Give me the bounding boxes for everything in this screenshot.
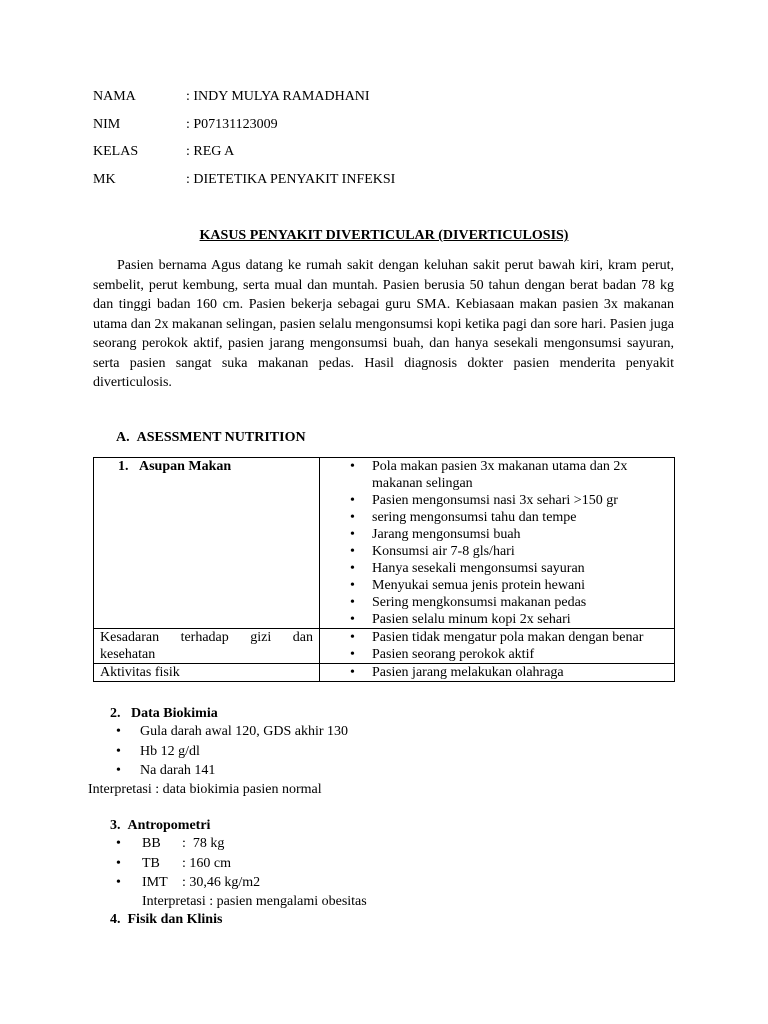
list-item: • Pasien jarang melakukan olahraga (326, 664, 668, 681)
table-row-items (320, 664, 675, 682)
bullet-icon: • (116, 836, 121, 851)
list-item: • Hanya sesekali mengonsumsi sayuran (326, 560, 668, 577)
bullet-icon: • (116, 724, 121, 739)
bullet-list (326, 664, 668, 681)
list-item: • sering mengonsumsi tahu dan tempe (326, 509, 668, 526)
list-item: • Pola makan pasien 3x makanan utama dan 2x makanan selingan (326, 458, 668, 492)
bullet-list (326, 629, 668, 663)
list-item: • Pasien seorang perokok aktif (326, 646, 668, 663)
table-row-items (320, 458, 675, 629)
table-row (94, 629, 675, 664)
identity-value: : DIETETIKA PENYAKIT INFEKSI (186, 172, 396, 187)
table-row (94, 458, 675, 629)
table-row-label (94, 458, 320, 629)
identity-label: NAMA (93, 89, 136, 104)
identity-label: KELAS (93, 144, 139, 159)
case-paragraph: Pasien bernama Agus datang ke rumah sakit dengan keluhan sakit perut bawah kiri, kram perut, sembelit, perut kembung, serta mual dan muntah. Pasien berusia 50 tahun dengan berat badan 78 kg dan tinggi badan 160 cm. Pasien bekerja sebagai guru SMA. Kebiasaan makan pasien 3x makanan utama dan 2x makanan selingan, pasien selalu mengonsumsi kopi ketika pagi dan sore hari. Pasien juga seorang perokok aktif, pasien jarang mengonsumsi buah, dan hanya sesekali mengonsumsi sayuran, serta pasien sangat suka makanan pedas. Hasil diagnosis dokter pasien menderita penyakit diverticulosis. (93, 258, 674, 390)
identity-value: : REG A (186, 144, 235, 159)
row-label-text: 1. Asupan Makan (118, 459, 232, 474)
identity-value: : P07131123009 (186, 117, 278, 132)
list-item: • Sering mengkonsumsi makanan pedas (326, 594, 668, 611)
table-row-items (320, 629, 675, 664)
list-item: • Pasien tidak mengatur pola makan dengan benar (326, 629, 668, 646)
list-item: • Menyukai semua jenis protein hewani (326, 577, 668, 594)
bullet-icon: • (116, 875, 121, 890)
table-row-label: Aktivitas fisik (94, 664, 320, 682)
bullet-icon: • (116, 856, 121, 871)
fisik-klinis-heading: 4. Fisik dan Klinis (110, 912, 223, 927)
biokimia-interpretation: Interpretasi : data biokimia pasien normal (88, 782, 322, 797)
list-item: • Pasien selalu minum kopi 2x sehari (326, 611, 668, 628)
bullet-icon: • (116, 744, 121, 759)
identity-label: NIM (93, 117, 121, 132)
table-row-label: Kesadaran terhadap gizi dan kesehatan (94, 629, 320, 664)
list-item: • Pasien mengonsumsi nasi 3x sehari >150 gr (326, 492, 668, 509)
bullet-list (326, 458, 668, 628)
section-a-heading: A. ASESSMENT NUTRITION (116, 430, 306, 445)
identity-label: MK (93, 172, 116, 187)
identity-value: : INDY MULYA RAMADHANI (186, 89, 370, 104)
assessment-table (93, 457, 675, 682)
list-item: • Konsumsi air 7-8 gls/hari (326, 543, 668, 560)
table-row (94, 664, 675, 682)
case-title: KASUS PENYAKIT DIVERTICULAR (DIVERTICULOSIS) (199, 228, 569, 243)
antropometri-heading: 3. Antropometri (110, 818, 211, 833)
bullet-icon: • (116, 763, 121, 778)
list-item: • Jarang mengonsumsi buah (326, 526, 668, 543)
antropometri-interpretation: Interpretasi : pasien mengalami obesitas (142, 894, 367, 909)
biokimia-heading: 2. Data Biokimia (110, 706, 218, 721)
